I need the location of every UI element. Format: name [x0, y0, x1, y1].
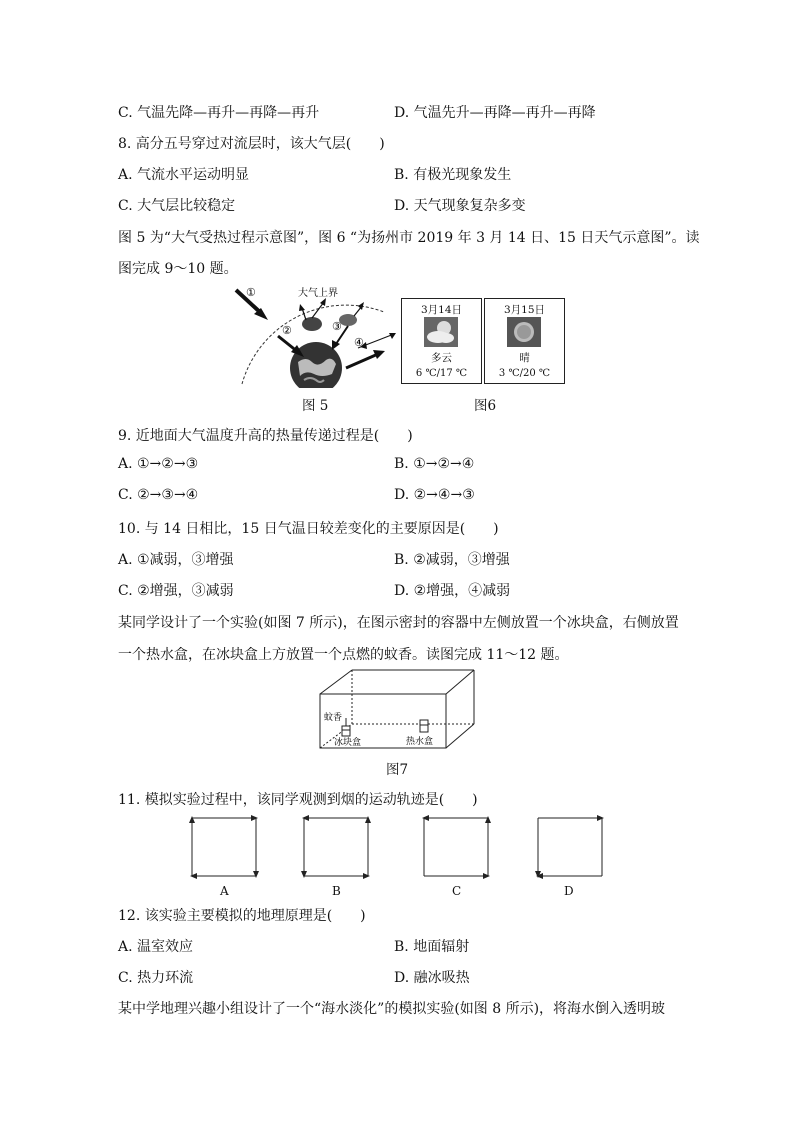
- fig5-label-1: ①: [246, 286, 256, 299]
- intro3-line1: 某中学地理兴趣小组设计了一个“海水淡化”的模拟实验(如图 8 所示)，将海水倒入透明玻: [118, 1001, 666, 1017]
- intro2-line1: 某同学设计了一个实验(如图 7 所示)，在图示密封的容器中左侧放置一个冰块盒，右侧放置: [118, 615, 679, 631]
- intro2-line2: 一个热水盒，在冰块盒上方放置一个点燃的蚊香。读图完成 11～12 题。: [118, 647, 569, 663]
- q8-option-a: A. 气流水平运动明显: [118, 167, 250, 183]
- q7-option-d: D. 气温先升—再降—再升—再降: [394, 105, 596, 121]
- q12-option-c: C. 热力环流: [118, 970, 194, 986]
- intro1-line1: 图 5 为“大气受热过程示意图”，图 6 “为扬州市 2019 年 3 月 14 日、15 日天气示意图”。读: [118, 230, 700, 246]
- intro1-line2: 图完成 9～10 题。: [118, 261, 238, 277]
- q11-option-d-diagram: [532, 812, 608, 882]
- day2-date: 3月15日: [503, 304, 546, 316]
- q8-option-d: D. 天气现象复杂多变: [394, 198, 526, 214]
- q9-option-b: B. ①→②→④: [394, 456, 475, 472]
- q8-option-c: C. 大气层比较稳定: [118, 198, 236, 214]
- fig5-label-3: ③: [332, 320, 342, 333]
- q7-option-c: C. 气温先降—再升—再降—再升: [118, 105, 320, 121]
- q10-option-d: D. ②增强，④减弱: [394, 583, 511, 599]
- figure-7-container-diagram: [318, 668, 476, 750]
- fig7-mosquito-label: 蚊香: [324, 713, 343, 723]
- q11-option-b-label: B: [332, 884, 341, 898]
- q12-stem: 12. 该实验主要模拟的地理原理是( ): [118, 908, 366, 924]
- q8-option-b: B. 有极光现象发生: [394, 167, 512, 183]
- q9-stem: 9. 近地面大气温度升高的热量传递过程是( ): [118, 428, 413, 444]
- fig7-hot-label: 热水盒: [406, 737, 434, 747]
- q8-stem: 8. 高分五号穿过对流层时，该大气层( ): [118, 136, 385, 152]
- q10-stem: 10. 与 14 日相比，15 日气温日较差变化的主要原因是( ): [118, 521, 499, 537]
- weather-card-day2: [484, 298, 565, 384]
- figure-5-diagram: [228, 284, 398, 388]
- ice-box-icon: [342, 726, 350, 736]
- cloud-icon: [302, 317, 322, 331]
- fig5-label-2: ②: [282, 324, 292, 337]
- day2-weather: 晴: [519, 352, 530, 364]
- q11-option-c-label: C: [452, 884, 462, 898]
- day1-date: 3月14日: [420, 304, 463, 316]
- partly-cloudy-icon: [424, 317, 458, 347]
- figure-7-caption: 图7: [386, 762, 409, 778]
- q11-option-c-diagram: [418, 812, 494, 882]
- q9-option-d: D. ②→④→③: [394, 487, 475, 503]
- q11-stem: 11. 模拟实验过程中，该同学观测到烟的运动轨迹是( ): [118, 792, 478, 808]
- hot-water-box-icon: [420, 720, 428, 732]
- day1-temp: 6 ℃/17 ℃: [415, 368, 468, 379]
- q11-option-d-label: D: [564, 884, 574, 898]
- figure-6-caption: 图6: [474, 398, 497, 414]
- q11-option-a-diagram: [186, 812, 262, 882]
- q12-option-d: D. 融冰吸热: [394, 970, 470, 986]
- q10-option-b: B. ②减弱，③增强: [394, 552, 510, 568]
- q9-option-c: C. ②→③→④: [118, 487, 199, 503]
- sunny-icon: [507, 317, 541, 347]
- fig5-upper-boundary-label: 大气上界: [298, 288, 338, 299]
- day2-temp: 3 ℃/20 ℃: [498, 368, 551, 379]
- weather-card-day1: [401, 298, 482, 384]
- day1-weather: 多云: [431, 352, 452, 364]
- q10-option-a: A. ①减弱，③增强: [118, 552, 234, 568]
- q12-option-a: A. 温室效应: [118, 939, 194, 955]
- fig5-label-4: ④: [354, 336, 364, 349]
- fig7-ice-label: 冰块盒: [334, 738, 362, 748]
- figure-5-caption: 图 5: [302, 398, 329, 414]
- q9-option-a: A. ①→②→③: [118, 456, 199, 472]
- q11-option-b-diagram: [298, 812, 374, 882]
- q10-option-c: C. ②增强，③减弱: [118, 583, 234, 599]
- q12-option-b: B. 地面辐射: [394, 939, 470, 955]
- q11-option-a-label: A: [220, 884, 229, 898]
